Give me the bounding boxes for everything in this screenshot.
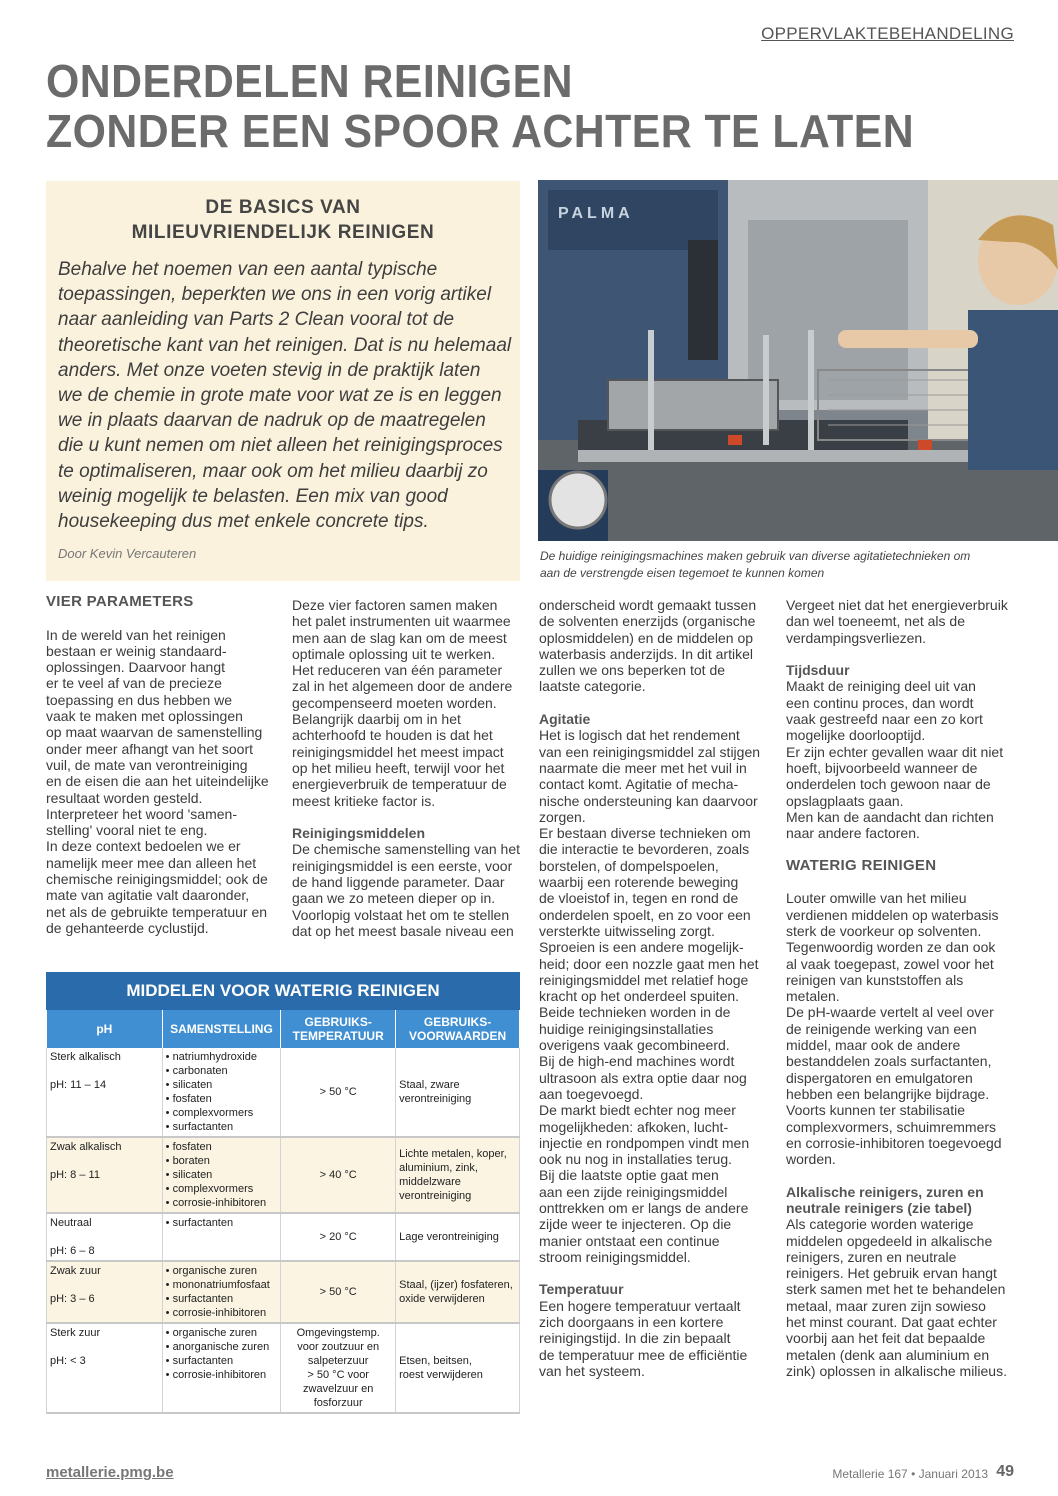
body-text-line: zal in het algemeen door de andere <box>292 678 513 695</box>
cell-voorwaarden-line: oxide verwijderen <box>399 1293 485 1305</box>
cell-ph-line: pH: 8 – 11 <box>50 1169 100 1181</box>
composition-item: • corrosie-inhibitoren <box>165 1307 267 1319</box>
intro-line: anders. Met onze voeten stevig in de praktijk laten <box>58 359 481 381</box>
cell-voorwaarden-line: Staal, zware <box>399 1079 460 1091</box>
composition-item: • fosfaten <box>165 1141 212 1153</box>
body-text-line: In deze context bedoelen we er <box>46 838 241 855</box>
composition-item: • boraten <box>165 1155 210 1167</box>
intro-line: te optimaliseren, maar ook om het milieu daarbij zo <box>58 460 488 482</box>
body-text-line: dat op het meest basale niveau een <box>292 922 514 939</box>
body-text-line: dispergatoren en emulgatoren <box>786 1069 973 1086</box>
body-text-line: Belangrijk daarbij om in het <box>292 711 461 728</box>
body-text-line: de gehanteerde cyclustijd. <box>46 919 209 936</box>
body-text-line: verdienen middelen op waterbasis <box>786 906 999 923</box>
body-text-line: Er bestaan diverse technieken om <box>539 825 751 842</box>
body-text-line: een continu proces, dan wordt <box>786 694 974 711</box>
body-text-line: heid; door een nozzle gaat men het <box>539 955 759 972</box>
body-text-line: onder meer afhangt van het soort <box>46 740 254 757</box>
table <box>46 1010 520 1414</box>
body-text-line: de solventen enerzijds (organische <box>539 613 756 630</box>
body-text-line: die interactie te bevorderen, zoals <box>539 841 750 858</box>
body-text-line: er te veel af van de precieze <box>46 675 222 692</box>
body-text-line: net als de gebruikte temperatuur en <box>46 903 268 920</box>
body-text-line: Beide technieken worden in de <box>539 1004 731 1021</box>
intro-box <box>46 181 520 581</box>
intro-heading-line-1: DE BASICS VAN <box>205 197 361 218</box>
body-text-line <box>786 1167 1016 1183</box>
intro-line: die u kunt nemen om niet alleen het reinigingsproces <box>58 435 503 457</box>
body-text-line: sterk samen met het te behandelen <box>786 1281 1006 1298</box>
headline <box>46 56 957 156</box>
machine-photo-illustration <box>538 180 1058 541</box>
header-line: GEBRUIKS- <box>423 1015 492 1029</box>
body-text-line <box>786 841 1016 857</box>
cell-ph-line: Neutraal <box>50 1217 92 1229</box>
body-text-line: reinigingstijd. In die zin bepaalt <box>539 1330 731 1347</box>
byline: Door Kevin Vercauteren <box>58 546 197 561</box>
body-text-line: huidige reinigingsinstallaties <box>539 1020 714 1037</box>
body-text-line: bestaan er weinig standaard- <box>46 642 227 659</box>
body-text-line: en corrosie-inhibitoren toegevoegd <box>786 1134 1002 1151</box>
composition-item: • corrosie-inhibitoren <box>165 1197 267 1209</box>
body-text-line: oplosmiddelen) en de middelen op <box>539 629 754 646</box>
cell-ph-line: pH: 3 – 6 <box>50 1293 95 1305</box>
body-text-line: van het systeem. <box>539 1362 645 1379</box>
body-text-line: ook nu nog in installaties terug. <box>539 1151 733 1168</box>
cell-samenstelling <box>162 1261 281 1323</box>
body-text-line: borstelen, of dompelspoelen, <box>539 857 719 874</box>
body-text-line: zink) oplossen in alkalische milieus. <box>786 1362 1007 1379</box>
body-text-line: voorbij aan het feit dat bepaalde <box>786 1330 986 1347</box>
body-text-line: de hand liggende parameter. Daar <box>292 874 505 891</box>
footer-issue: Metallerie 167 • Januari 2013 <box>832 1467 988 1481</box>
body-text-line: Een hogere temperatuur vertaalt <box>539 1297 741 1314</box>
body-text-line: reinigers, zuren en neutrale <box>786 1248 957 1265</box>
body-text-line: Bij die laatste optie gaat men <box>539 1167 719 1184</box>
body-text-line: al vaak toegepast, zowel voor het <box>786 955 994 972</box>
composition-item: • mononatriumfosfaat <box>165 1279 270 1291</box>
body-text-line: hoeft, bijvoorbeeld wanneer de <box>786 759 978 776</box>
body-text-line: injectie en rondpompen vindt men <box>539 1134 750 1151</box>
body-text-line: zullen we ons beperken tot de <box>539 662 726 679</box>
body-text-line: optimale oplossing uit te werken. <box>292 645 496 662</box>
body-text-line: toepassing en dus hebben we <box>46 691 233 708</box>
subheading: Agitatie <box>539 711 591 728</box>
subheading: Reinigingsmiddelen <box>292 825 426 842</box>
body-text-line: reinigingsmiddel met relatief hoge <box>539 971 749 988</box>
body-text-line: metalen. <box>786 988 840 1005</box>
body-text-line: complexvormers, schuimremmers <box>786 1118 997 1135</box>
composition-item: • surfactanten <box>165 1217 234 1229</box>
cell-voorwaarden <box>396 1261 520 1323</box>
body-text-line <box>786 646 1016 662</box>
body-text-line: verdampingsverliezen. <box>786 629 927 646</box>
body-text-line: Het is logisch dat het rendement <box>539 727 740 744</box>
body-text-line: de vloeistof in, tegen en rond de <box>539 890 739 907</box>
body-text-line: De pH-waarde vertelt al veel over <box>786 1004 994 1021</box>
cell-temperatuur-line: salpeterzuur <box>307 1355 369 1367</box>
composition-item: • surfactanten <box>165 1355 234 1367</box>
body-text-line: middelen opgedeeld in alkalische <box>786 1232 993 1249</box>
cell-voorwaarden-line: verontreiniging <box>399 1190 472 1202</box>
intro-line: we de chemie in grote mate voor wat ze is en leggen <box>58 385 502 407</box>
cell-voorwaarden <box>396 1213 520 1261</box>
body-text-line: nische ondersteuning kan daarvoor <box>539 792 758 809</box>
body-text-line: achterhoofd te houden is dat het <box>292 727 493 744</box>
cell-ph-line: Zwak alkalisch <box>50 1141 122 1153</box>
body-text-line: men aan de slag kan om de meest <box>292 629 507 646</box>
body-text-line: onderdelen toch gewoon naar de <box>786 776 991 793</box>
body-text-line: dan wel toeneemt, net als de <box>786 613 966 630</box>
body-text-line: energieverbruik de temperatuur de <box>292 776 507 793</box>
body-text-line: namelijk meer mee dan alleen het <box>46 854 257 871</box>
intro-line: Behalve het noemen van een aantal typische <box>58 259 438 280</box>
cell-voorwaarden-line: Staal, (ijzer) fosfateren, <box>399 1279 513 1291</box>
body-text-line: Bij de high-end machines wordt <box>539 1053 735 1070</box>
composition-item: • carbonaten <box>165 1065 228 1077</box>
body-text-line: stroom reinigingsmiddel. <box>539 1248 691 1265</box>
table-row <box>47 1048 520 1137</box>
body-text-line: het minst courant. Dat gaat echter <box>786 1314 997 1331</box>
header-ph: pH <box>47 1010 163 1048</box>
intro-text <box>58 257 514 534</box>
subheading: Tijdsduur <box>786 662 850 679</box>
body-text-line: Tegenwoordig worden ze dan ook <box>786 939 996 956</box>
table-row <box>47 1213 520 1261</box>
body-text-line: zijde weer te injecteren. Op die <box>539 1216 732 1233</box>
cell-ph-line <box>50 1278 159 1292</box>
body-text-line: gecompenseerd moeten worden. <box>292 694 497 711</box>
body-text-line: Het reduceren van één parameter <box>292 662 503 679</box>
cell-voorwaarden-line: aluminium, zink, <box>399 1162 478 1174</box>
body-text-line: Sproeien is een andere mogelijk- <box>539 939 744 956</box>
cell-voorwaarden-line: Lichte metalen, koper, <box>399 1148 507 1160</box>
cell-ph-line <box>50 1064 159 1078</box>
body-text-line: op maat waarvan de samenstelling <box>46 724 263 741</box>
intro-line: toepassingen, beperkten we ons in een vorig artikel <box>58 284 492 306</box>
intro-line: weinig mogelijk te belasten. Een mix van good <box>58 485 448 507</box>
article-column-2 <box>292 597 522 939</box>
cell-ph-line: pH: 11 – 14 <box>50 1079 107 1091</box>
cell-ph-line: pH: 6 – 8 <box>50 1245 95 1257</box>
body-text-line: zich doorgaans in een kortere <box>539 1314 724 1331</box>
composition-item: • silicaten <box>165 1079 213 1091</box>
body-text-line: Voorlopig volstaat het om te stellen <box>292 906 510 923</box>
machine-photo <box>538 180 1058 541</box>
cell-temperatuur-line: > 50 °C <box>319 1286 357 1298</box>
body-text-line: het palet instrumenten uit waarmee <box>292 613 511 630</box>
body-text-line: overigens vaak gecombineerd. <box>539 1037 730 1054</box>
table-row <box>47 1261 520 1323</box>
body-text-line <box>539 695 769 711</box>
header-line: VOORWAARDEN <box>409 1029 507 1043</box>
cell-ph-line <box>50 1340 159 1354</box>
body-text-line: de reinigende werking van een <box>786 1020 977 1037</box>
body-text-line: waterbasis anderzijds. In dit artikel <box>539 645 753 662</box>
body-text-line: Als categorie worden waterige <box>786 1216 974 1233</box>
body-text-line: Interpreteer het woord 'samen- <box>46 805 237 822</box>
body-text-line: sterk de voorkeur op solventen. <box>786 922 982 939</box>
body-text-line: naar andere factoren. <box>786 825 920 842</box>
cleaning-agents-table <box>46 972 520 1414</box>
body-text-line: vuil, de mate van verontreiniging <box>46 756 248 773</box>
cell-voorwaarden <box>396 1137 520 1213</box>
header-line: GEBRUIKS- <box>304 1015 372 1029</box>
table-title: MIDDELEN VOOR WATERIG REINIGEN <box>46 972 520 1010</box>
body-text-line: Deze vier factoren samen maken <box>292 597 498 613</box>
cell-temperatuur-line: fosforzuur <box>313 1397 363 1409</box>
headline-line-2: ZONDER EEN SPOOR ACHTER TE LATEN <box>46 105 915 157</box>
cell-temperatuur-line: Omgevingstemp. <box>296 1327 380 1339</box>
composition-item: • fosfaten <box>165 1093 212 1105</box>
subheading: Alkalische reinigers, zuren en <box>786 1183 984 1200</box>
composition-item: • anorganische zuren <box>165 1341 270 1353</box>
section-tag: OPPERVLAKTEBEHANDELING <box>761 24 1014 43</box>
composition-item: • surfactanten <box>165 1121 234 1133</box>
header-temperatuur <box>281 1010 396 1048</box>
body-text-line: reinigingsmiddel is een eerste, voor <box>292 857 513 874</box>
body-text-line: de temperatuur mee de efficiëntie <box>539 1346 748 1363</box>
body-text-line: De chemische samenstelling van het <box>292 841 521 858</box>
section-heading: VIER PARAMETERS <box>46 593 194 610</box>
body-text-line: naarmate die meer met het vuil in <box>539 759 747 776</box>
cell-ph <box>47 1137 163 1213</box>
intro-heading-line-2: MILIEUVRIENDELIJK REINIGEN <box>131 222 435 243</box>
header-voorwaarden <box>396 1010 520 1048</box>
body-text-line: van een reinigingsmiddel zal stijgen <box>539 743 761 760</box>
cell-temperatuur-line: > 50 °C voor <box>307 1369 369 1381</box>
composition-item: • silicaten <box>165 1169 213 1181</box>
intro-heading <box>46 195 520 245</box>
body-text-line: contact komt. Agitatie of mecha- <box>539 776 739 793</box>
body-text-line: op het milieu heeft, terwijl voor het <box>292 759 505 776</box>
body-text-line: worden. <box>786 1151 836 1168</box>
cell-voorwaarden <box>396 1048 520 1137</box>
body-text-line: Maakt de reiniging deel uit van <box>786 678 976 695</box>
caption-line: aan de verstrengde eisen tegemoet te kunnen komen <box>540 566 825 580</box>
composition-item: • complexvormers <box>165 1183 254 1195</box>
cell-temperatuur <box>281 1261 396 1323</box>
body-text-line: stelling' vooral niet te eng. <box>46 822 208 839</box>
body-text-line: oplossingen. Daarvoor hangt <box>46 659 226 676</box>
cell-samenstelling <box>162 1323 281 1413</box>
cell-temperatuur <box>281 1213 396 1261</box>
body-text-line: reinigen van kunststoffen als <box>786 971 964 988</box>
body-text-line: manier ontstaat een continue <box>539 1232 720 1249</box>
body-text-line: vaak te maken met oplossingen <box>46 708 243 725</box>
section-heading: WATERIG REINIGEN <box>786 856 937 874</box>
subheading: neutrale reinigers (zie tabel) <box>786 1199 972 1216</box>
cell-temperatuur <box>281 1137 396 1213</box>
body-text-line: mogelijke doorlooptijd. <box>786 727 926 744</box>
footer-url[interactable]: metallerie.pmg.be <box>46 1464 174 1481</box>
body-text-line: laatste categorie. <box>539 678 646 695</box>
body-text-line: opslagplaats gaan. <box>786 792 904 809</box>
body-text-line: onderdelen spoelt, en zo voor een <box>539 906 751 923</box>
table-header-row <box>47 1010 520 1048</box>
cell-voorwaarden-line: Etsen, beitsen, <box>399 1355 472 1367</box>
body-text-line: vaak gestreefd naar een zo kort <box>786 711 983 728</box>
body-text-line: bestanddelen zoals surfactanten, <box>786 1053 992 1070</box>
cell-ph <box>47 1261 163 1323</box>
cell-temperatuur-line: voor zoutzuur en <box>297 1341 380 1353</box>
body-text-line: hebben een belangrijke bijdrage. <box>786 1085 990 1102</box>
cell-ph <box>47 1323 163 1413</box>
composition-item: • natriumhydroxide <box>165 1051 257 1063</box>
page-number: 49 <box>996 1463 1014 1480</box>
photo-caption <box>540 548 1010 582</box>
article-column-1 <box>46 594 276 936</box>
composition-item: • organische zuren <box>165 1327 257 1339</box>
intro-line: housekeeping dus met enkele concrete tips. <box>58 511 429 533</box>
body-text-line: ultrasoon als extra optie daar nog <box>539 1069 747 1086</box>
body-text-line <box>786 874 1016 890</box>
headline-line-1: ONDERDELEN REINIGEN <box>46 55 574 107</box>
cell-samenstelling <box>162 1048 281 1137</box>
cell-ph-line: Sterk zuur <box>50 1327 101 1339</box>
cell-voorwaarden-line: roest verwijderen <box>399 1369 483 1381</box>
body-text-line: Er zijn echter gevallen waar dit niet <box>786 743 1004 760</box>
cell-voorwaarden <box>396 1323 520 1413</box>
body-text-line: aan toegevoegd. <box>539 1085 644 1102</box>
cell-samenstelling <box>162 1213 281 1261</box>
body-text-line <box>292 809 522 825</box>
body-text-line: zorgen. <box>539 808 586 825</box>
body-text-line: waarbij een roterende beweging <box>539 874 739 891</box>
body-text-line: metaal, maar zuren zijn sowieso <box>786 1297 986 1314</box>
composition-item: • surfactanten <box>165 1293 234 1305</box>
body-text-line: mate van agitatie valt daaronder, <box>46 887 250 904</box>
article-column-3 <box>539 597 769 1379</box>
cell-temperatuur-line: zwavelzuur en <box>303 1383 374 1395</box>
body-text-line: In de wereld van het reinigen <box>46 626 226 643</box>
body-text-line: mogelijkheden: afkoken, lucht- <box>539 1118 729 1135</box>
body-text-line: chemische reinigingsmiddel; ook de <box>46 871 268 888</box>
header-samenstelling: SAMENSTELLING <box>162 1010 281 1048</box>
body-text-line: Louter omwille van het milieu <box>786 890 967 907</box>
body-text-line: kracht op het onderdeel spuiten. <box>539 988 740 1005</box>
body-text-line: aan een zijde reinigingsmiddel <box>539 1183 728 1200</box>
body-text-line: resultaat worden gesteld. <box>46 789 203 806</box>
intro-line: we in plaats daarvan de nadruk op de maatregelen <box>58 410 486 432</box>
cell-ph-line: Sterk alkalisch <box>50 1051 121 1063</box>
table-row <box>47 1137 520 1213</box>
body-text-line: middel, maar ook de andere <box>786 1037 961 1054</box>
body-text-line: Men kan de aandacht dan richten <box>786 808 994 825</box>
cell-voorwaarden-line: verontreiniging <box>399 1093 472 1105</box>
cell-ph-line <box>50 1154 159 1168</box>
body-text-line <box>46 610 276 626</box>
intro-line: theoretische kant van het reinigen. Dat is nu helemaal <box>58 334 512 356</box>
body-text-line: gaan we zo meteen dieper op in. <box>292 890 496 907</box>
composition-item: • corrosie-inhibitoren <box>165 1369 267 1381</box>
body-text-line <box>539 1265 769 1281</box>
subheading: Temperatuur <box>539 1281 624 1298</box>
body-text-line: reinigingsmiddel het meest impact <box>292 743 504 760</box>
cell-temperatuur-line: > 40 °C <box>319 1169 357 1181</box>
cell-ph <box>47 1048 163 1137</box>
body-text-line: meest kritieke factor is. <box>292 792 436 809</box>
composition-item: • organische zuren <box>165 1265 257 1277</box>
machine-label: PALMA <box>558 205 634 222</box>
article-column-4 <box>786 597 1016 1379</box>
body-text-line: onderscheid wordt gemaakt tussen <box>539 597 757 613</box>
caption-line: De huidige reinigingsmachines maken gebruik van diverse agitatietechnieken om <box>540 549 971 563</box>
cell-temperatuur-line: > 50 °C <box>319 1086 357 1098</box>
cell-temperatuur <box>281 1048 396 1137</box>
body-text-line: reinigers. Het gebruik ervan hangt <box>786 1265 997 1282</box>
cell-ph <box>47 1213 163 1261</box>
cell-ph-line: pH: < 3 <box>50 1355 86 1367</box>
cell-voorwaarden-line: Lage verontreiniging <box>399 1231 499 1243</box>
body-text-line: en de eisen die aan het uiteindelijke <box>46 773 269 790</box>
composition-item: • complexvormers <box>165 1107 254 1119</box>
cell-samenstelling <box>162 1137 281 1213</box>
cell-voorwaarden-line: middelzware <box>399 1176 461 1188</box>
body-text-line: Vergeet niet dat het energieverbruik <box>786 597 1008 613</box>
header-line: TEMPERATUUR <box>292 1029 384 1043</box>
body-text-line: Voorts kunnen ter stabilisatie <box>786 1102 965 1119</box>
cell-ph-line <box>50 1230 159 1244</box>
table-row <box>47 1323 520 1413</box>
body-text-line: metalen (denk aan aluminium en <box>786 1346 990 1363</box>
body-text-line: onttrekken om er langs de andere <box>539 1199 749 1216</box>
body-text-line: De markt biedt echter nog meer <box>539 1102 736 1119</box>
cell-temperatuur <box>281 1323 396 1413</box>
body-text-line: versterkte uitwisseling zorgt. <box>539 922 715 939</box>
intro-line: naar aanleiding van Parts 2 Clean vooral tot de <box>58 309 455 331</box>
cell-temperatuur-line: > 20 °C <box>319 1231 357 1243</box>
cell-ph-line: Zwak zuur <box>50 1265 101 1277</box>
